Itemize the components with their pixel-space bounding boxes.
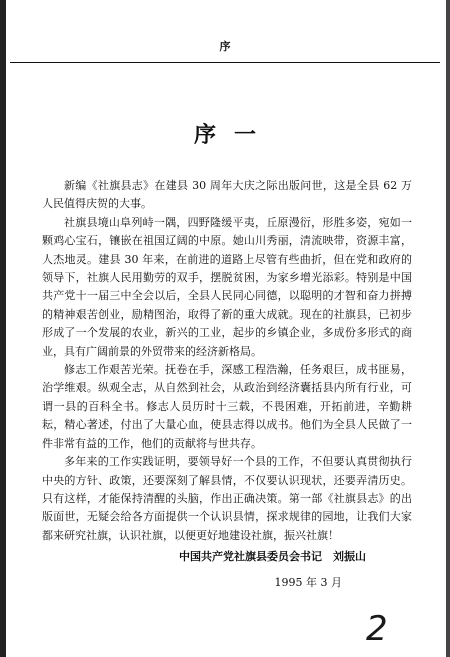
paragraph: 社旗县境山阜列峙一隅，四野隆缓平夷，丘原漫衍，形胜多姿，宛如一颗鸡心宝石，镶嵌在祖国辽阔的中原。她山川秀丽，清流映带，资源丰富，人杰地灵。建县 30 年来，在前进的道路上尽管有些曲折，但在党和政府的领导下，社旗人民用勤劳的双手，摆脱贫困，为家乡增光添彩。特别是中国共产党十一届三中全会以后，全县人民同心同德，以聪明的才智和奋力拼搏的精神艰苦创业，励精图治，取得了新的重大成就。现在的社旗县，已初步形成了一个发展的农业，新兴的工业，起步的乡镇企业，多成份多形式的商业，具有广阔前景的外贸带来的经济新格局。 (42, 215, 412, 358)
paragraph: 新编《社旗县志》在建县 30 周年大庆之际出版问世，这是全县 62 万人民值得庆贺的大事。 (42, 179, 412, 211)
preface-body (42, 177, 412, 545)
page-binding-edge-left (0, 0, 6, 657)
handwritten-page-number: 2 (366, 609, 388, 649)
paragraph: 多年来的工作实践证明，要领导好一个县的工作，不但要认真贯彻执行中央的方针、政策，还要深刻了解县情，不仅要认识现状，还要弄清历史。只有这样，才能保持清醒的头脑，作出正确决策。第一部《社旗县志》的出版面世，无疑会给各方面提供一个认识县情，探求规律的园地，让我们大家都来研究社旗，认识社旗，以便更好地建设社旗，振兴社旗！ (42, 455, 412, 542)
paragraph: 修志工作艰苦光荣。抚卷在手，深感工程浩瀚，任务艰巨，成书匪易，治学维艰。纵观全志，从自然到社会，从政治到经济囊括县内所有行业，可谓一县的百科全书。修志人员历时十三载，不畏困难，开拓前进，辛勤耕耘，精心著述，付出了大量心血，使县志得以成书。他们为全县人民做了一件非常有益的工作，他们的贡献将与世共存。 (42, 363, 412, 450)
date-line: 1995 年 3 月 (274, 576, 342, 589)
page-title: 序一 (193, 122, 274, 148)
signature-line: 中国共产党社旗县委员会书记 刘振山 (179, 550, 366, 563)
running-header: 序 (219, 40, 233, 53)
page-binding-edge-right (446, 0, 450, 657)
header-rule (10, 62, 440, 63)
